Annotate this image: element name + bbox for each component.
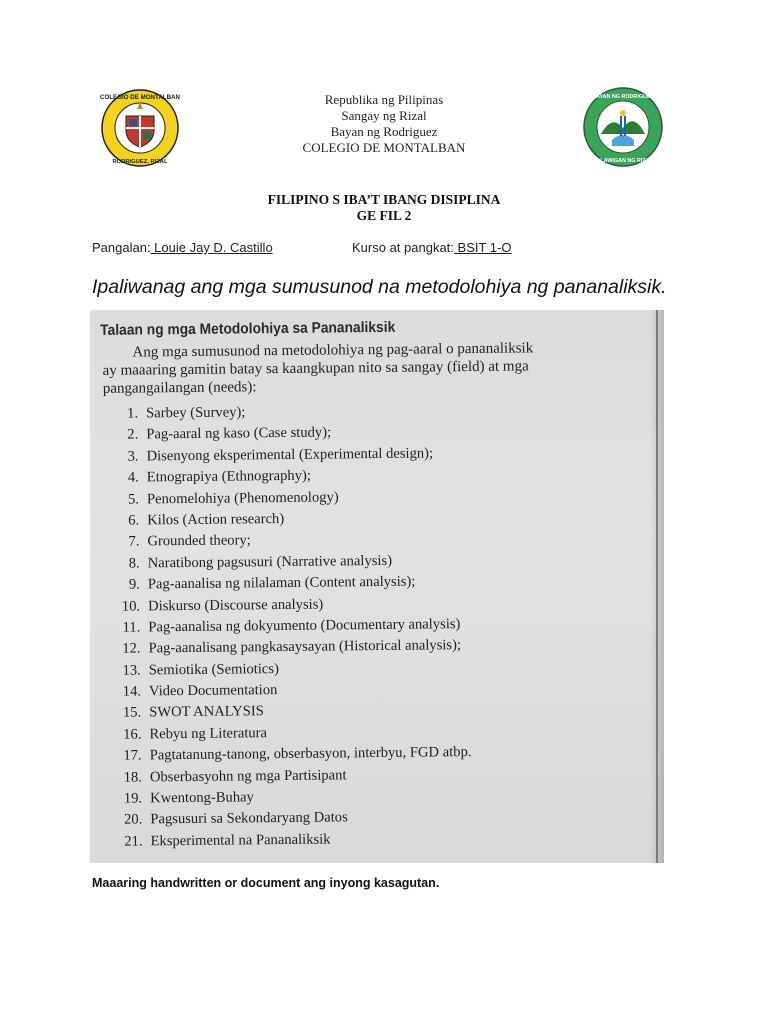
list-item-number: 6. [128, 512, 140, 529]
list-item-number: 15. [122, 704, 142, 722]
seal-text-bottom: LALAWIGAN NG RIZAL [593, 158, 653, 164]
list-item-number: 11. [122, 619, 141, 636]
list-item-number: 4. [127, 469, 139, 486]
seal-year: 1908 [617, 101, 629, 106]
photo-intro-line-1: Ang mga sumusunod na metodolohiya ng pag-aaral o pananaliksik [132, 340, 534, 361]
course-title: FILIPINO S IBA’T IBANG DISIPLINA [267, 192, 501, 207]
student-name-line [92, 240, 273, 255]
list-item-text: Semiotika (Semiotics) [148, 660, 279, 679]
photo-intro [102, 338, 663, 398]
student-name-label: Pangalan: [92, 240, 151, 255]
page-edge [656, 310, 658, 863]
list-item-text: Pagsusuri sa Sekondaryang Datos [150, 809, 348, 828]
list-item-text: Naratibong pagsusuri (Narrative analysis) [147, 552, 393, 572]
list-item-text: Penomelohiya (Phenomenology) [146, 488, 339, 507]
list-item-number: 13. [122, 662, 141, 679]
list-item [115, 828, 472, 853]
header-line-republic: Republika ng Pilipinas [324, 92, 444, 107]
header-line-school: COLEGIO DE MONTALBAN [302, 140, 466, 155]
photographed-page [90, 310, 664, 863]
header-line-town: Bayan ng Rodriguez [330, 124, 438, 139]
list-item-number: 14. [122, 683, 142, 700]
list-item-number: 18. [123, 769, 142, 786]
list-item-number: 2. [127, 426, 139, 444]
list-item-number: 10. [121, 598, 141, 615]
list-item-text: Sarbey (Survey); [146, 404, 246, 422]
list-item-number: 16. [123, 726, 142, 743]
list-item-text: Diskurso (Discourse analysis) [148, 596, 324, 614]
student-section-label: Kurso at pangkat: [352, 240, 454, 255]
list-item-text: Pag-aanalisa ng dokyumento (Documentary analysis) [148, 616, 461, 636]
list-item-text: Kwentong-Buhay [150, 789, 254, 807]
list-item-text: Obserbasyohn ng mga Partisipant [149, 766, 347, 786]
seal-text-top: BAYAN NG RODRIGUEZ [592, 94, 654, 100]
list-item-number: 9. [128, 576, 140, 593]
seal-text-bottom: RODRIGUEZ, RIZAL [112, 159, 168, 165]
list-item-text: Pag-aanalisang pangkasaysayan (Historical analysis); [148, 637, 462, 657]
list-item [115, 742, 472, 767]
seal-text-top: COLEGIO DE MONTALBAN [100, 94, 180, 101]
list-item-number: 7. [128, 533, 140, 550]
list-item-text: Pagtatanung-tanong, obserbasyon, interbyu, FGD atbp. [149, 744, 472, 764]
list-item-number: 12. [122, 640, 141, 657]
course-title-block [0, 192, 768, 224]
list-item-number: 3. [127, 448, 139, 465]
photo-intro-line-2: ay maaaring gamitin batay sa kaangkupan nito sa sangay (field) at mga [102, 358, 529, 379]
course-code: GE FIL 2 [356, 208, 412, 223]
list-item-text: Kilos (Action research) [147, 510, 285, 529]
list-item-text: Etnograpiya (Ethnography); [146, 467, 311, 486]
list-item-number: 20. [124, 811, 143, 829]
list-item-text: Pag-aaral ng kaso (Case study); [146, 424, 332, 443]
list-item-number: 5. [127, 491, 140, 508]
student-section-line [352, 240, 511, 255]
student-section-value: BSIT 1-O [453, 240, 512, 255]
list-item-text: SWOT ANALYSIS [149, 703, 264, 721]
list-item-text: Eksperimental na Pananaliksik [150, 831, 331, 850]
list-item [113, 635, 470, 660]
list-item-number: 21. [124, 833, 143, 850]
student-name-value: Louie Jay D. Castillo [150, 240, 273, 255]
methodology-list [111, 400, 473, 853]
photo-intro-line-3: pangangailangan (needs): [102, 379, 257, 397]
list-item-number: 8. [128, 555, 140, 572]
photo-title: Talaan ng mga Metodolohiya sa Pananaliksik [100, 318, 396, 339]
list-item-text: Disenyong eksperimental (Experimental design); [146, 445, 434, 465]
list-item-text: Rebyu ng Literatura [149, 725, 268, 743]
instruction-text: Ipaliwanag ang mga sumusunod na metodolohiya ng pananaliksik. [92, 276, 667, 298]
header-line-province: Sangay ng Rizal [341, 108, 427, 123]
list-item-text: Video Documentation [148, 682, 278, 700]
list-item-number: 19. [123, 790, 143, 807]
bayan-ng-rodriguez-seal [582, 86, 664, 168]
list-item-number: 1. [127, 405, 139, 422]
list-item-number: 17. [123, 747, 142, 764]
list-item-text: Pag-aanalisa ng nilalaman (Content analysis); [147, 573, 416, 593]
list-item-text: Grounded theory; [147, 532, 251, 550]
footer-note: Maaaring handwritten or document ang inyong kasagutan. [92, 876, 440, 890]
list-item [111, 443, 468, 468]
